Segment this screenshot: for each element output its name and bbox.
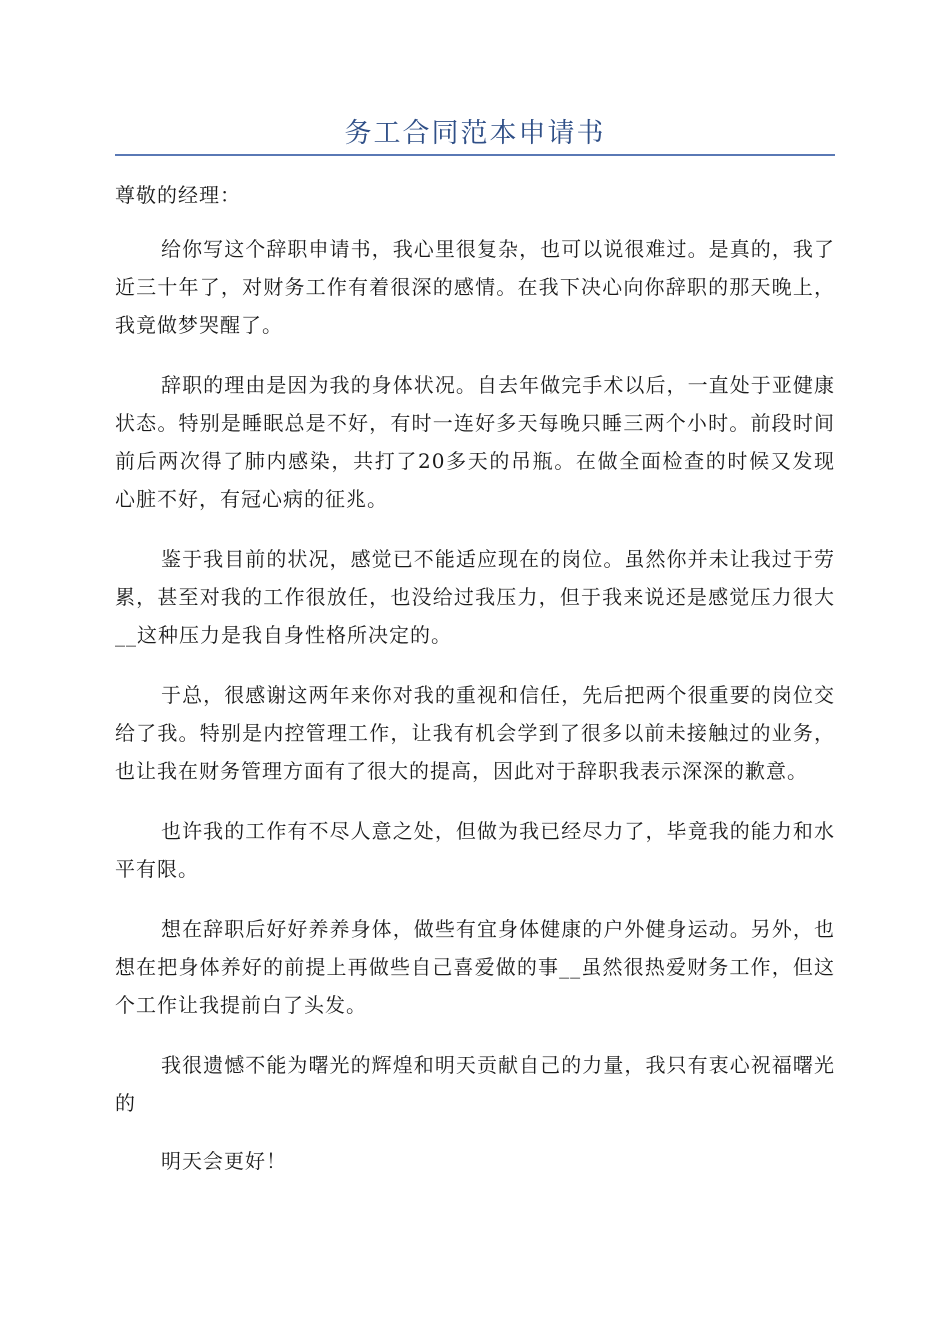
document-body (115, 178, 835, 1202)
title-underline (115, 154, 835, 156)
closing-line: 明天会更好！ (161, 1149, 287, 1173)
paragraph: 我很遗憾不能为曙光的辉煌和明天贡献自己的力量，我只有衷心祝福曙光的 (115, 1053, 835, 1115)
paragraph: 想在辞职后好好养养身体，做些有宜身体健康的户外健身运动。另外，也想在把身体养好的前提上再做些自己喜爱做的事__虽然很热爱财务工作，但这个工作让我提前白了头发。 (115, 917, 835, 1017)
paragraph: 于总，很感谢这两年来你对我的重视和信任，先后把两个很重要的岗位交给了我。特别是内控管理工作，让我有机会学到了很多以前未接触过的业务，也让我在财务管理方面有了很大的提高，因此对于辞职我表示深深的歉意。 (115, 683, 835, 783)
paragraph: 给你写这个辞职申请书，我心里很复杂，也可以说很难过。是真的，我了近三十年了，对财务工作有着很深的感情。在我下决心向你辞职的那天晚上，我竟做梦哭醒了。 (115, 237, 835, 337)
document-title: 务工合同范本申请书 (344, 118, 606, 149)
paragraph: 也许我的工作有不尽人意之处，但做为我已经尽力了，毕竟我的能力和水平有限。 (115, 819, 835, 881)
salutation: 尊敬的经理： (115, 183, 241, 207)
paragraph: 辞职的理由是因为我的身体状况。自去年做完手术以后，一直处于亚健康状态。特别是睡眠总是不好，有时一连好多天每晚只睡三两个小时。前段时间前后两次得了肺内感染，共打了20多天的吊瓶。在做全面检查的时候又发现心脏不好，有冠心病的征兆。 (115, 373, 835, 511)
paragraph: 鉴于我目前的状况，感觉已不能适应现在的岗位。虽然你并未让我过于劳累，甚至对我的工作很放任，也没给过我压力，但于我来说还是感觉压力很大__这种压力是我自身性格所决定的。 (115, 547, 835, 647)
